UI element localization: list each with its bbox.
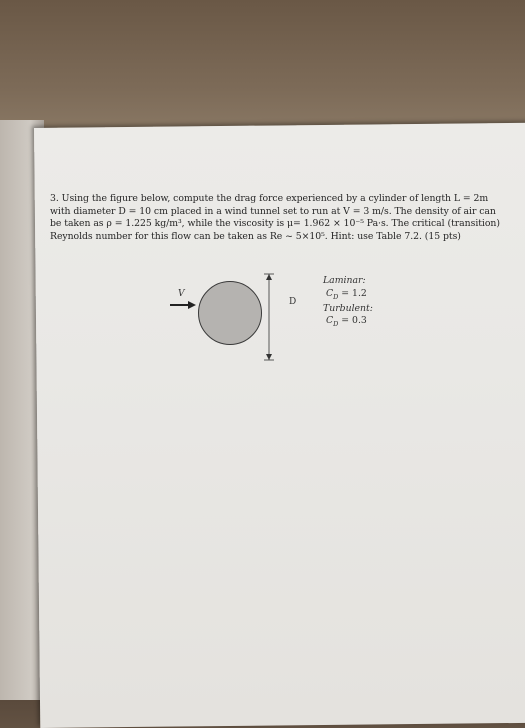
drag-coefficient-legend: [323, 275, 373, 331]
diameter-dimension-line: [262, 272, 276, 362]
problem-statement: [50, 193, 500, 243]
flow-arrow-icon: [170, 300, 196, 310]
problem-line-4: Reynolds number for this flow can be taken as Re ~ 5×10⁵. Hint: use Table 7.2. (15 pts): [50, 230, 461, 242]
velocity-label: V: [178, 289, 185, 299]
problem-line-2: with diameter D = 10 cm placed in a wind tunnel set to run at V = 3 m/s. The density of air can: [50, 205, 496, 217]
cylinder-cross-section: [198, 281, 262, 345]
laminar-label: Laminar:: [323, 275, 366, 286]
turbulent-label: Turbulent:: [323, 302, 373, 314]
laminar-cd: $C_D = 1.2$: [326, 287, 367, 301]
problem-line-3: be taken as ρ = 1.225 kg/m³, while the viscosity is μ= 1.962 × 10⁻⁵ Pa·s. The critical (transition): [50, 218, 500, 230]
diameter-label: D: [289, 297, 297, 307]
problem-line-1: 3. Using the figure below, compute the drag force experienced by a cylinder of length L = 2m: [50, 193, 489, 204]
turbulent-cd: $C_D = 0.3$: [326, 315, 367, 329]
